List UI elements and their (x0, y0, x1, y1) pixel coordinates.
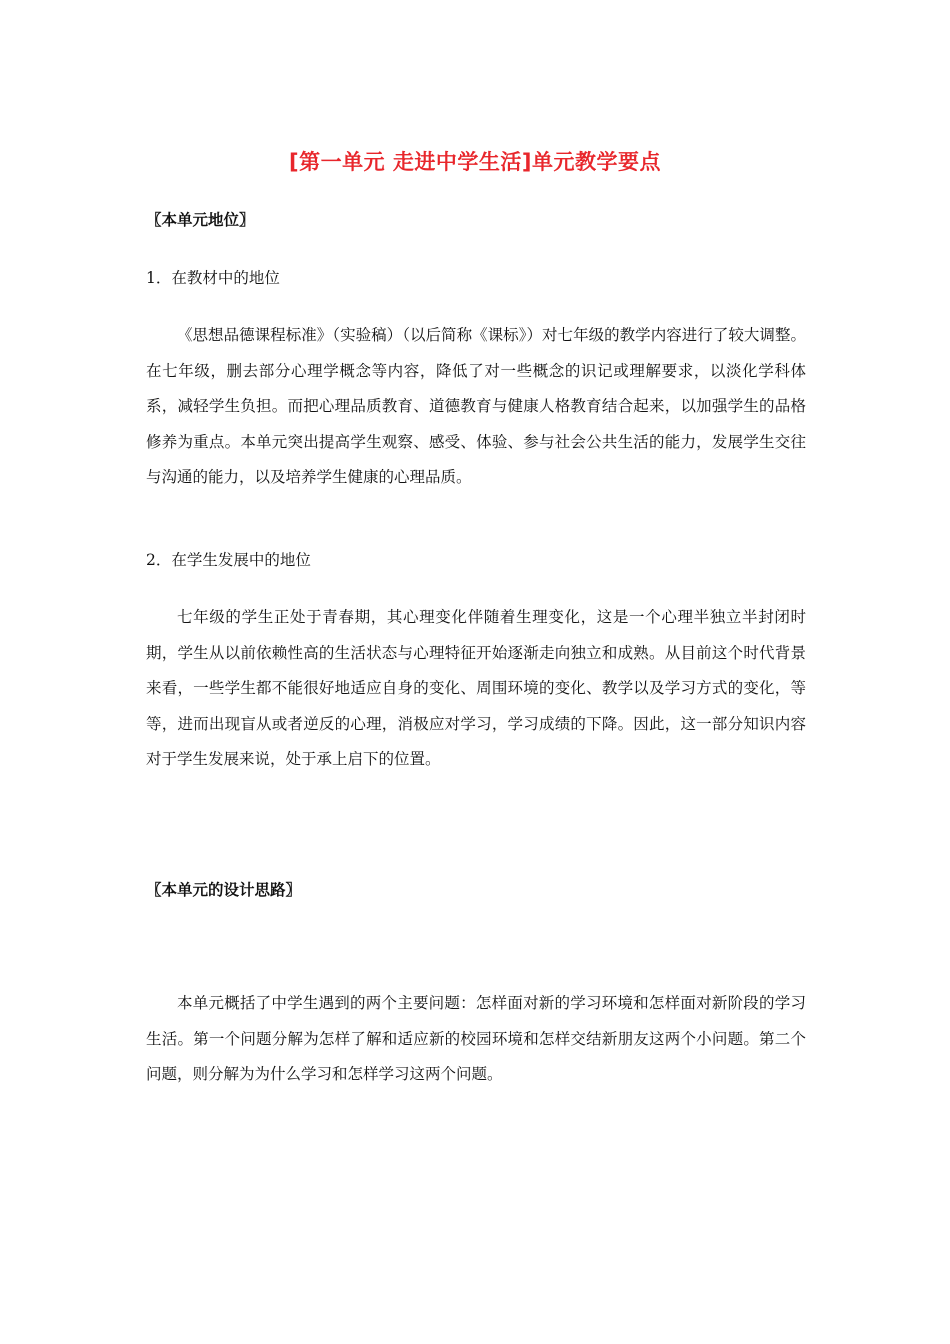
document-title: [第一单元 走进中学生活]单元教学要点 (288, 150, 661, 174)
subheading-textbook-position: 1．在教材中的地位 (146, 269, 280, 287)
paragraph-textbook-position: 《思想品德课程标准》（实验稿）（以后简称《课标》）对七年级的教学内容进行了较大调整。在七年级，删去部分心理学概念等内容，降低了对一些概念的识记或理解要求，以淡化学科体系，减轻学生负担。而把心理品质教育、道德教育与健康人格教育结合起来，以加强学生的品格修养为重点。本单元突出提高学生观察、感受、体验、参与社会公共生活的能力，发展学生交往与沟通的能力，以及培养学生健康的心理品质。 (146, 326, 806, 486)
subheading-student-development: 2．在学生发展中的地位 (146, 551, 311, 569)
section-heading-design-ideas: 〖本单元的设计思路〗 (146, 881, 302, 899)
paragraph-design-ideas: 本单元概括了中学生遇到的两个主要问题：怎样面对新的学习环境和怎样面对新阶段的学习生活。第一个问题分解为怎样了解和适应新的校园环境和怎样交结新朋友这两个小问题。第二个问题，则分解为为什么学习和怎样学习这两个问题。 (146, 994, 806, 1083)
paragraph-student-development: 七年级的学生正处于青春期，其心理变化伴随着生理变化，这是一个心理半独立半封闭时期，学生从以前依赖性高的生活状态与心理特征开始逐渐走向独立和成熟。从目前这个时代背景来看，一些学生都不能很好地适应自身的变化、周围环境的变化、教学以及学习方式的变化，等等，进而出现盲从或者逆反的心理，消极应对学习，学习成绩的下降。因此，这一部分知识内容对于学生发展来说，处于承上启下的位置。 (146, 608, 806, 768)
section-heading-unit-position: 〖本单元地位〗 (146, 211, 255, 229)
